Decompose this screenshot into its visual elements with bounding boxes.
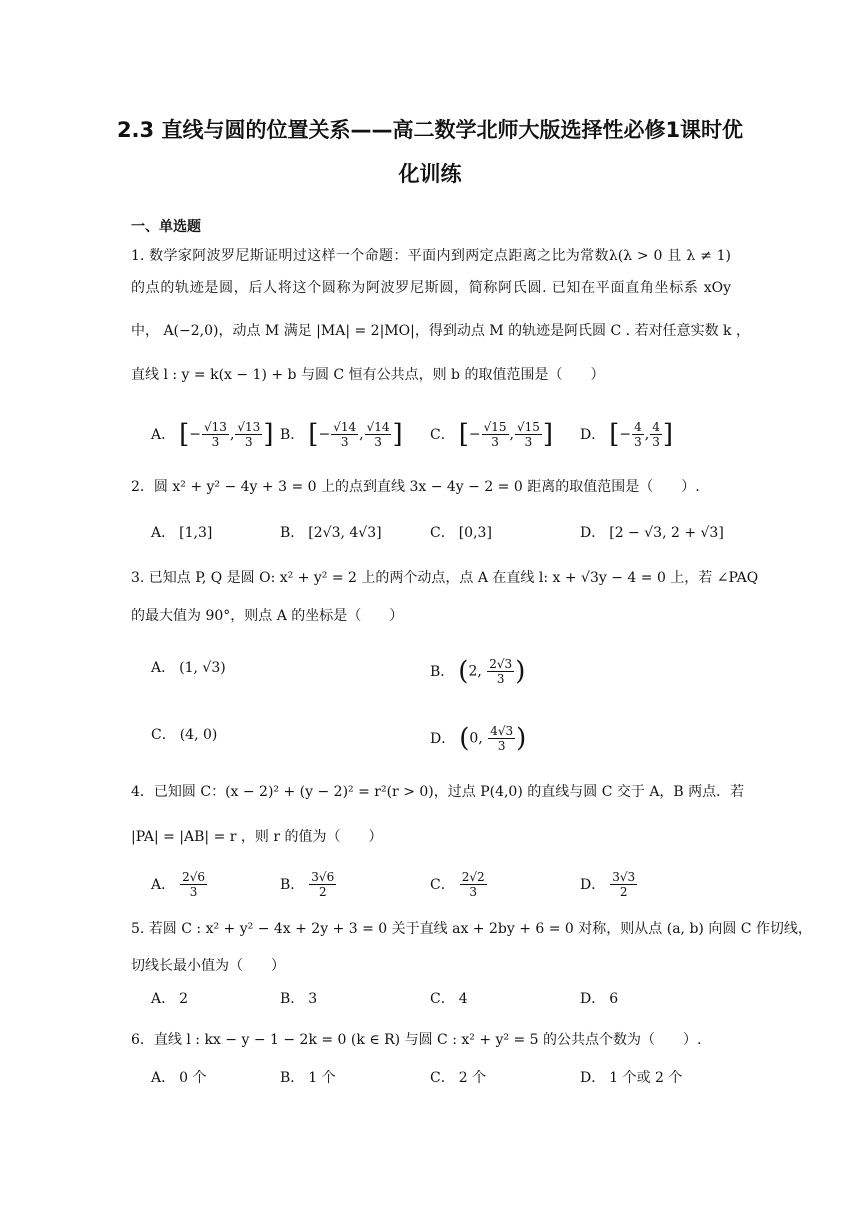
question-5-option-d: D． 6	[580, 991, 619, 1007]
question-1-option-c: C． [− $\frac{√15}{3}$ , $\frac{√15}{3}$ ]	[430, 419, 554, 450]
question-3-line-1: 3. 已知点 P, Q 是圆 O: x² + y² = 2 上的两个动点，点 A 在直线 l: x + √3y − 4 = 0 上，若 ∠PAQ	[131, 570, 759, 586]
question-5-option-b: B． 3	[280, 991, 318, 1007]
question-1-line-4: 直线 l : y = k(x − 1) + b 与圆 C 恒有公共点，则 b 的取值范围是（ ）	[131, 367, 605, 383]
question-5-option-c: C． 4	[430, 991, 468, 1007]
question-6-option-c: C． 2 个	[430, 1070, 487, 1086]
question-6-line-1: 6．直线 l : kx − y − 1 − 2k = 0 (k ∈ R) 与圆 C : x² + y² = 5 的公共点个数为（ ）.	[131, 1032, 702, 1048]
question-1-option-d: D． [− $\frac{4}{3}$ , $\frac{4}{3}$ ]	[580, 419, 674, 450]
question-4-option-a: A． $\frac{2√6}{3}$	[151, 870, 206, 899]
question-3-option-a: A． (1, √3)	[151, 660, 226, 676]
question-6-option-a: A． 0 个	[151, 1070, 207, 1086]
question-3-line-2: 的最大值为 90°，则点 A 的坐标是（ ）	[131, 608, 404, 624]
question-4-option-d: D． $\frac{3√3}{2}$	[580, 870, 636, 899]
question-4-line-1: 4．已知圆 C：(x − 2)² + (y − 2)² = r²(r > 0)，过点 P(4,0) 的直线与圆 C 交于 A，B 两点．若	[131, 784, 745, 800]
document-title-continued: 化训练	[398, 162, 462, 186]
question-1-option-a: A． [− $\frac{√13}{3}$ , $\frac{√13}{3}$ ]	[151, 419, 274, 450]
question-4-option-c: C． $\frac{2√2}{3}$	[430, 870, 485, 899]
question-2-line-1: 2．圆 x² + y² − 4y + 3 = 0 上的点到直线 3x − 4y − 2 = 0 距离的取值范围是（ ）.	[131, 479, 700, 495]
question-1-line-2: 的点的轨迹是圆，后人将这个圆称为阿波罗尼斯圆，简称阿氏圆. 已知在平面直角坐标系 xOy	[131, 280, 731, 296]
question-4-option-b: B． $\frac{3√6}{2}$	[280, 870, 335, 899]
question-1-line-3: 中， A(−2,0)，动点 M 满足 |MA| = 2|MO|，得到动点 M 的轨迹是阿氏圆 C . 若对任意实数 k ，	[131, 323, 750, 339]
question-3-option-c: C． (4, 0)	[151, 727, 218, 743]
question-6-option-d: D． 1 个或 2 个	[580, 1070, 683, 1086]
question-2-option-b: B． [2√3, 4√3]	[280, 525, 382, 541]
question-5-line-1: 5. 若圆 C : x² + y² − 4x + 2y + 3 = 0 关于直线 ax + 2by + 6 = 0 对称，则从点 (a, b) 向圆 C 作切线，	[131, 921, 812, 937]
question-1-option-b: B． [− $\frac{√14}{3}$ , $\frac{√14}{3}$ ]	[280, 419, 403, 450]
section-heading: 一、单选题	[131, 219, 201, 235]
question-3-option-d: D． (0, $\frac{4√3}{3}$ )	[430, 723, 527, 754]
question-2-option-c: C． [0,3]	[430, 525, 492, 541]
question-5-option-a: A． 2	[151, 991, 189, 1007]
question-3-option-b: B． (2, $\frac{2√3}{3}$ )	[430, 656, 526, 687]
question-4-line-2: |PA| = |AB| = r ，则 r 的值为（ ）	[131, 829, 383, 845]
question-1-line-1: 1. 数学家阿波罗尼斯证明过这样一个命题：平面内到两定点距离之比为常数λ(λ > 0 且 λ ≠ 1)	[131, 248, 731, 264]
document-title: 2.3 直线与圆的位置关系——高二数学北师大版选择性必修1课时优	[116, 118, 744, 142]
question-2-option-d: D． [2 − √3, 2 + √3]	[580, 525, 724, 541]
question-6-option-b: B． 1 个	[280, 1070, 336, 1086]
question-2-option-a: A． [1,3]	[151, 525, 213, 541]
question-5-line-2: 切线长最小值为（ ）	[131, 958, 285, 974]
